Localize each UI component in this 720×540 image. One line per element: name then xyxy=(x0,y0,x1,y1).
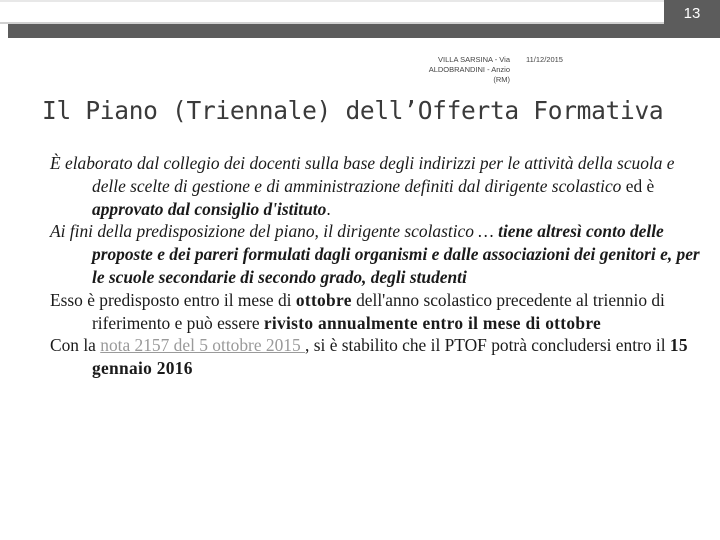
header-organization: VILLA SARSINA - Via ALDOBRANDINI - Anzio (RM) xyxy=(428,55,510,84)
paragraph-nota xyxy=(50,334,710,380)
text-run-emphasis: 15 gennaio 2016 xyxy=(92,335,688,379)
text-run: È elaborato dal collegio dei docenti sulla base degli indirizzi per le attività della scuola e delle scelte di gestione e di amministrazione definiti dal dirigente scolastico xyxy=(50,153,675,196)
paragraph-scadenza xyxy=(50,289,710,335)
text-run: ed è xyxy=(621,175,655,196)
text-run-emphasis: ottobre xyxy=(295,289,352,310)
top-band xyxy=(8,24,720,38)
top-bar xyxy=(0,0,720,24)
slide-title: Il Piano (Triennale) dell’Offerta Formativa xyxy=(42,96,664,125)
header-date: 11/12/2015 xyxy=(526,55,563,64)
slide-body xyxy=(50,152,710,380)
text-run: . xyxy=(326,198,331,219)
text-run: dell'anno scolastico precedente al triennio di riferimento e può essere xyxy=(92,289,665,333)
text-run: Con la xyxy=(50,335,101,356)
paragraph-elaborazione xyxy=(50,152,710,220)
nota-link[interactable]: nota 2157 del 5 ottobre 2015 xyxy=(100,335,306,356)
text-run: Ai fini della predisposizione del piano, il dirigente scolastico … xyxy=(50,221,499,242)
text-run-emphasis: approvato dal consiglio d'istituto xyxy=(92,198,327,219)
paragraph-predisposizione xyxy=(50,220,710,288)
text-run: Esso è predisposto entro il mese di xyxy=(50,289,296,310)
text-run: , si è stabilito che il PTOF potrà concludersi entro il xyxy=(305,335,670,356)
text-run-emphasis: rivisto annualmente entro il mese di ottobre xyxy=(263,312,602,333)
text-run-emphasis: tiene altresì conto delle proposte e dei pareri formulati dagli organismi e dalle associazioni dei genitori e, per le scuole secondarie di secondo grado, degli studenti xyxy=(92,221,700,287)
slide-number: 13 xyxy=(664,0,720,38)
